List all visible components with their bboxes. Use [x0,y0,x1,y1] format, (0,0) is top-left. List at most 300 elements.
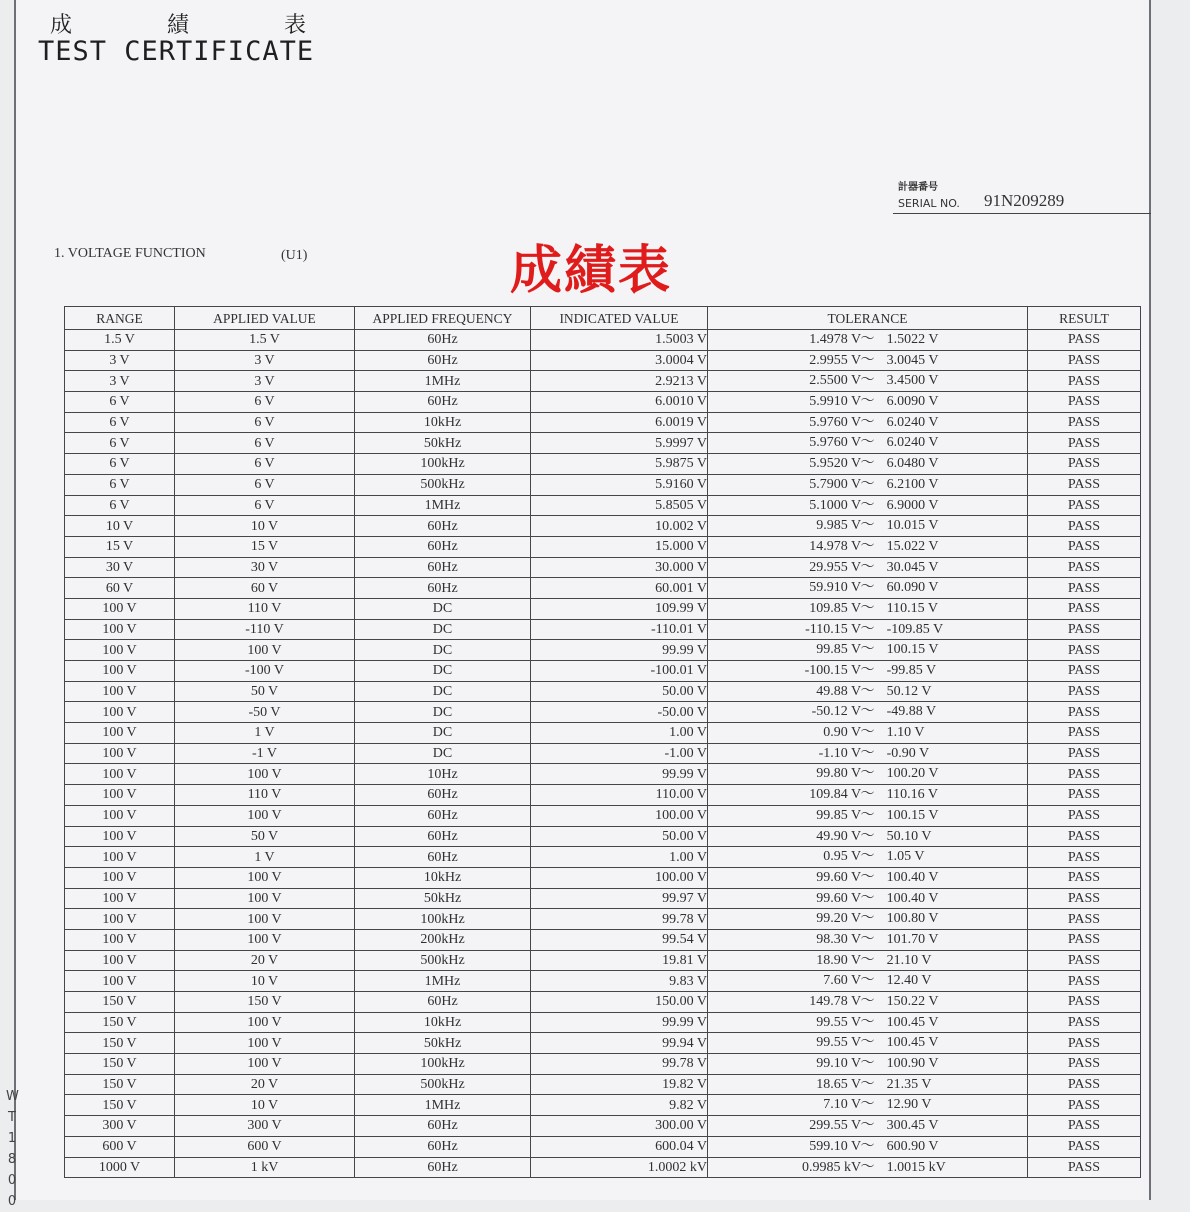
tolerance-separator: ～ [860,1138,875,1154]
tolerance-separator: ～ [860,952,875,968]
cell-applied-frequency: 60Hz [355,350,531,371]
table-row [65,330,1141,351]
table-row [65,723,1141,744]
tolerance-high: 30.045 V [886,559,939,575]
cell-indicated-value: 5.9997 V [531,433,708,454]
cell-applied-frequency: 1MHz [355,971,531,992]
title-english: TEST CERTIFICATE [38,36,315,67]
cell-applied-frequency: 50kHz [355,1033,531,1054]
side-code-char: 1 [7,1131,17,1146]
cell-range: 6 V [65,454,175,475]
cell-applied-frequency: 60Hz [355,826,531,847]
cell-indicated-value: 99.54 V [531,929,708,950]
cell-result: PASS [1028,598,1141,619]
cell-tolerance [708,1116,1028,1137]
cell-result: PASS [1028,371,1141,392]
cell-applied-frequency: DC [355,661,531,682]
cell-indicated-value: 99.78 V [531,1054,708,1075]
tolerance-high: 300.45 V [886,1118,939,1134]
cell-applied-frequency: 10kHz [355,412,531,433]
header-result: RESULT [1028,307,1141,330]
cell-indicated-value: -50.00 V [531,702,708,723]
tolerance-low: 99.80 V [816,766,862,782]
cell-tolerance [708,826,1028,847]
cell-tolerance [708,847,1028,868]
cell-tolerance [708,330,1028,351]
cell-tolerance [708,1157,1028,1178]
tolerance-separator: ～ [860,621,875,637]
cell-result: PASS [1028,909,1141,930]
cell-applied-value: 30 V [175,557,355,578]
tolerance-low: 99.20 V [816,911,862,927]
side-code-char: 0 [7,1194,17,1209]
tolerance-separator: ～ [860,663,875,678]
cell-result: PASS [1028,681,1141,702]
tolerance-low: 49.88 V [816,683,862,699]
tolerance-low: 109.85 V [809,600,862,616]
red-stamp-text: 成績表 [510,241,673,301]
cell-range: 1000 V [65,1157,175,1178]
table-row [65,661,1141,682]
tolerance-low: 7.10 V [823,1097,862,1113]
tolerance-high: -0.90 V [886,745,930,761]
cell-tolerance [708,661,1028,682]
cell-result: PASS [1028,350,1141,371]
cell-indicated-value: 10.002 V [531,516,708,537]
cell-applied-value: 20 V [175,1074,355,1095]
tolerance-high: 100.15 V [886,642,939,658]
cell-tolerance [708,992,1028,1013]
cell-range: 100 V [65,598,175,619]
cell-applied-value: 6 V [175,433,355,454]
cell-applied-frequency: 10kHz [355,1012,531,1033]
cell-result: PASS [1028,743,1141,764]
serial-number: 91N209289 [984,191,1065,210]
table-row [65,516,1141,537]
cell-applied-frequency: 500kHz [355,1074,531,1095]
cell-range: 10 V [65,516,175,537]
cell-indicated-value: 5.8505 V [531,495,708,516]
cell-applied-frequency: DC [355,723,531,744]
tolerance-high: 100.45 V [886,1014,939,1030]
section-title: 1. VOLTAGE FUNCTION [54,246,206,261]
cell-tolerance [708,350,1028,371]
cell-indicated-value: -100.01 V [531,661,708,682]
cell-applied-value: 10 V [175,971,355,992]
cell-result: PASS [1028,702,1141,723]
cell-indicated-value: 9.82 V [531,1095,708,1116]
cell-applied-value: 1 V [175,847,355,868]
cell-range: 100 V [65,743,175,764]
tolerance-separator: ～ [860,869,875,885]
tolerance-high: 100.45 V [886,1035,939,1051]
table-row [65,536,1141,557]
table-row [65,454,1141,475]
cell-applied-value: 60 V [175,578,355,599]
cell-result: PASS [1028,971,1141,992]
cell-range: 100 V [65,702,175,723]
cell-range: 150 V [65,1033,175,1054]
cell-result: PASS [1028,516,1141,537]
tolerance-high: 1.0015 kV [886,1159,946,1175]
cell-indicated-value: 1.5003 V [531,330,708,351]
tolerance-low: 7.60 V [823,973,862,989]
tolerance-high: 110.15 V [886,600,938,616]
cell-tolerance [708,557,1028,578]
tolerance-high: 150.22 V [886,994,939,1009]
cell-applied-frequency: 10Hz [355,764,531,785]
tolerance-separator: ～ [860,497,875,513]
tolerance-separator: ～ [860,476,875,492]
cell-indicated-value: 600.04 V [531,1136,708,1157]
cell-applied-value: 100 V [175,1012,355,1033]
tolerance-high: 600.90 V [886,1138,939,1154]
table-row [65,1033,1141,1054]
tolerance-high: 6.0240 V [886,414,939,430]
cell-tolerance [708,516,1028,537]
cell-applied-value: 100 V [175,1033,355,1054]
cell-applied-value: 6 V [175,454,355,475]
cell-result: PASS [1028,992,1141,1013]
cell-result: PASS [1028,764,1141,785]
cell-applied-value: 6 V [175,495,355,516]
cell-applied-value: 150 V [175,992,355,1013]
cell-applied-frequency: DC [355,619,531,640]
cell-result: PASS [1028,805,1141,826]
cell-applied-frequency: 500kHz [355,474,531,495]
cell-tolerance [708,764,1028,785]
cell-indicated-value: 1.00 V [531,847,708,868]
cell-indicated-value: 300.00 V [531,1116,708,1137]
cell-range: 150 V [65,1012,175,1033]
table-row [65,371,1141,392]
cell-indicated-value: 99.99 V [531,1012,708,1033]
table-row [65,992,1141,1013]
cell-applied-frequency: 60Hz [355,557,531,578]
tolerance-low: 599.10 V [809,1138,862,1154]
table-row [65,681,1141,702]
cell-tolerance [708,474,1028,495]
tolerance-low: 5.9520 V [809,456,862,472]
tolerance-low: 99.55 V [816,1035,862,1051]
cell-range: 60 V [65,578,175,599]
cell-applied-value: 1.5 V [175,330,355,351]
cell-tolerance [708,1054,1028,1075]
cell-applied-value: 1 kV [175,1157,355,1178]
cell-indicated-value: 99.99 V [531,640,708,661]
cell-applied-value: 100 V [175,929,355,950]
cell-tolerance [708,640,1028,661]
table-row [65,1054,1141,1075]
cell-applied-frequency: DC [355,702,531,723]
tolerance-separator: ～ [860,849,875,865]
header-applied-frequency: APPLIED FREQUENCY [355,307,531,330]
cell-indicated-value: 15.000 V [531,536,708,557]
cell-tolerance [708,392,1028,413]
cell-range: 3 V [65,371,175,392]
cell-range: 100 V [65,888,175,909]
tolerance-separator: ～ [860,931,875,947]
cell-applied-value: 15 V [175,536,355,557]
cell-tolerance [708,412,1028,433]
table-row [65,909,1141,930]
tolerance-high: 6.2100 V [886,476,939,492]
tolerance-low: 99.85 V [816,807,862,823]
cell-tolerance [708,1033,1028,1054]
table-row [65,578,1141,599]
tolerance-high: 1.05 V [886,849,925,865]
cell-applied-frequency: 50kHz [355,888,531,909]
cell-tolerance [708,1136,1028,1157]
tolerance-separator: ～ [860,414,875,430]
tolerance-low: 5.9760 V [809,435,862,451]
tolerance-low: 5.9760 V [809,414,862,430]
cell-result: PASS [1028,867,1141,888]
cell-indicated-value: 150.00 V [531,992,708,1013]
cell-applied-value: 600 V [175,1136,355,1157]
tolerance-low: 0.9985 kV [802,1159,862,1175]
cell-result: PASS [1028,929,1141,950]
cell-result: PASS [1028,1116,1141,1137]
cell-applied-frequency: 60Hz [355,847,531,868]
tolerance-low: 99.60 V [816,869,862,885]
cell-applied-frequency: 200kHz [355,929,531,950]
cell-range: 6 V [65,474,175,495]
table-row [65,1136,1141,1157]
tolerance-low: 2.9955 V [809,352,862,368]
tolerance-high: 100.40 V [886,890,939,906]
table-row [65,1012,1141,1033]
tolerance-separator: ～ [860,435,875,451]
cell-indicated-value: 3.0004 V [531,350,708,371]
cell-applied-value: 100 V [175,909,355,930]
cell-indicated-value: 6.0010 V [531,392,708,413]
cell-indicated-value: 9.83 V [531,971,708,992]
tolerance-separator: ～ [860,807,875,823]
table-row [65,392,1141,413]
tolerance-high: 100.80 V [886,911,939,927]
cell-range: 6 V [65,412,175,433]
cell-indicated-value: 50.00 V [531,826,708,847]
cell-applied-frequency: 100kHz [355,909,531,930]
tolerance-low: 5.1000 V [809,497,862,513]
cell-applied-frequency: 60Hz [355,330,531,351]
cell-range: 15 V [65,536,175,557]
cell-range: 100 V [65,826,175,847]
cell-applied-frequency: 1MHz [355,495,531,516]
cell-applied-value: 3 V [175,371,355,392]
cell-range: 150 V [65,1095,175,1116]
tolerance-separator: ～ [860,373,875,389]
tolerance-low: 59.910 V [809,580,862,596]
table-header-row [65,307,1141,330]
cell-range: 100 V [65,640,175,661]
cell-result: PASS [1028,1012,1141,1033]
cell-range: 150 V [65,1054,175,1075]
serial-label: SERIAL NO. [898,197,960,210]
tolerance-low: 49.90 V [816,828,862,844]
tolerance-low: -100.15 V [804,663,862,678]
cell-tolerance [708,723,1028,744]
tolerance-low: 14.978 V [809,538,862,554]
cell-applied-frequency: 500kHz [355,950,531,971]
cell-applied-frequency: DC [355,598,531,619]
cell-applied-frequency: 60Hz [355,1116,531,1137]
cell-tolerance [708,619,1028,640]
cell-tolerance [708,909,1028,930]
cell-applied-frequency: 60Hz [355,536,531,557]
table-row [65,888,1141,909]
table-row [65,950,1141,971]
tolerance-high: 10.015 V [886,518,939,534]
cell-result: PASS [1028,826,1141,847]
cell-indicated-value: 50.00 V [531,681,708,702]
cell-tolerance [708,805,1028,826]
tolerance-low: 18.90 V [816,952,862,968]
cell-tolerance [708,702,1028,723]
cell-tolerance [708,433,1028,454]
cell-result: PASS [1028,1074,1141,1095]
cell-applied-value: 6 V [175,474,355,495]
cell-applied-frequency: DC [355,640,531,661]
cell-tolerance [708,1074,1028,1095]
tolerance-high: 110.16 V [886,787,938,803]
table-row [65,1116,1141,1137]
cell-applied-frequency: DC [355,743,531,764]
tolerance-separator: ～ [860,911,875,927]
cell-applied-value: 100 V [175,640,355,661]
cell-applied-value: 10 V [175,516,355,537]
cell-result: PASS [1028,330,1141,351]
tolerance-low: 29.955 V [809,559,862,575]
section-code: (U1) [281,248,308,263]
title-japanese: 成 績 表 [50,13,350,38]
cell-range: 100 V [65,867,175,888]
tolerance-high: 100.15 V [886,807,939,823]
tolerance-separator: ～ [860,890,875,906]
cell-applied-value: 110 V [175,785,355,806]
cell-indicated-value: 110.00 V [531,785,708,806]
header-range: RANGE [65,307,175,330]
cell-indicated-value: 1.00 V [531,723,708,744]
tolerance-separator: ～ [860,332,875,347]
cell-tolerance [708,578,1028,599]
tolerance-separator: ～ [860,766,875,782]
tolerance-high: 21.35 V [886,1076,932,1092]
table-row [65,1074,1141,1095]
tolerance-separator: ～ [860,1097,875,1113]
cell-applied-value: 50 V [175,681,355,702]
cell-result: PASS [1028,619,1141,640]
cell-result: PASS [1028,578,1141,599]
cell-applied-value: -50 V [175,702,355,723]
tolerance-high: 101.70 V [886,931,939,947]
cell-range: 100 V [65,764,175,785]
cell-tolerance [708,950,1028,971]
cell-range: 150 V [65,992,175,1013]
voltage-test-table [64,306,1141,1178]
cell-applied-value: 300 V [175,1116,355,1137]
cell-applied-value: 3 V [175,350,355,371]
serial-label-japanese: 計器番号 [898,182,938,193]
cell-result: PASS [1028,433,1141,454]
cell-indicated-value: 100.00 V [531,867,708,888]
cell-applied-frequency: 60Hz [355,516,531,537]
tolerance-separator: ～ [860,518,875,534]
tolerance-separator: ～ [860,1118,875,1134]
tolerance-low: -50.12 V [811,704,862,720]
tolerance-low: 0.95 V [823,849,862,865]
cell-applied-frequency: 60Hz [355,1157,531,1178]
cell-range: 300 V [65,1116,175,1137]
cell-applied-value: 100 V [175,764,355,785]
cell-applied-frequency: 60Hz [355,578,531,599]
cell-indicated-value: 99.94 V [531,1033,708,1054]
cell-applied-frequency: 60Hz [355,1136,531,1157]
cell-applied-value: 100 V [175,888,355,909]
cell-range: 1.5 V [65,330,175,351]
tolerance-high: -109.85 V [886,621,944,637]
tolerance-low: 299.55 V [809,1118,862,1134]
cell-applied-value: 20 V [175,950,355,971]
tolerance-separator: ～ [860,1014,875,1030]
cell-range: 30 V [65,557,175,578]
tolerance-separator: ～ [860,1035,875,1051]
tolerance-low: 99.10 V [816,1056,862,1072]
cell-applied-value: 6 V [175,412,355,433]
tolerance-low: 18.65 V [816,1076,862,1092]
table-row [65,826,1141,847]
tolerance-separator: ～ [860,745,875,761]
tolerance-separator: ～ [860,787,875,803]
cell-range: 100 V [65,785,175,806]
cell-indicated-value: 30.000 V [531,557,708,578]
tolerance-separator: ～ [860,973,875,989]
cell-tolerance [708,888,1028,909]
cell-applied-frequency: 1MHz [355,1095,531,1116]
cell-range: 100 V [65,909,175,930]
tolerance-low: 99.60 V [816,890,862,906]
cell-applied-frequency: 60Hz [355,392,531,413]
cell-applied-value: 1 V [175,723,355,744]
cell-applied-frequency: 60Hz [355,785,531,806]
tolerance-high: 21.10 V [886,952,932,968]
tolerance-low: 5.7900 V [809,476,862,492]
cell-applied-frequency: 100kHz [355,454,531,475]
tolerance-high: 6.9000 V [886,497,939,513]
cell-result: PASS [1028,1095,1141,1116]
tolerance-separator: ～ [860,994,875,1009]
cell-tolerance [708,1012,1028,1033]
tolerance-low: 2.5500 V [809,373,862,389]
cell-applied-frequency: 1MHz [355,371,531,392]
cell-indicated-value: 19.82 V [531,1074,708,1095]
tolerance-separator: ～ [860,642,875,658]
cell-indicated-value: 6.0019 V [531,412,708,433]
tolerance-separator: ～ [860,559,875,575]
cell-result: PASS [1028,1033,1141,1054]
cell-tolerance [708,785,1028,806]
cell-indicated-value: 109.99 V [531,598,708,619]
tolerance-separator: ～ [860,683,875,699]
tolerance-high: 3.4500 V [886,373,939,389]
side-code-char: 8 [7,1152,17,1167]
cell-range: 100 V [65,681,175,702]
cell-applied-value: -100 V [175,661,355,682]
tolerance-separator: ～ [860,704,875,720]
cell-applied-frequency: 60Hz [355,805,531,826]
side-code [6,1086,18,1212]
